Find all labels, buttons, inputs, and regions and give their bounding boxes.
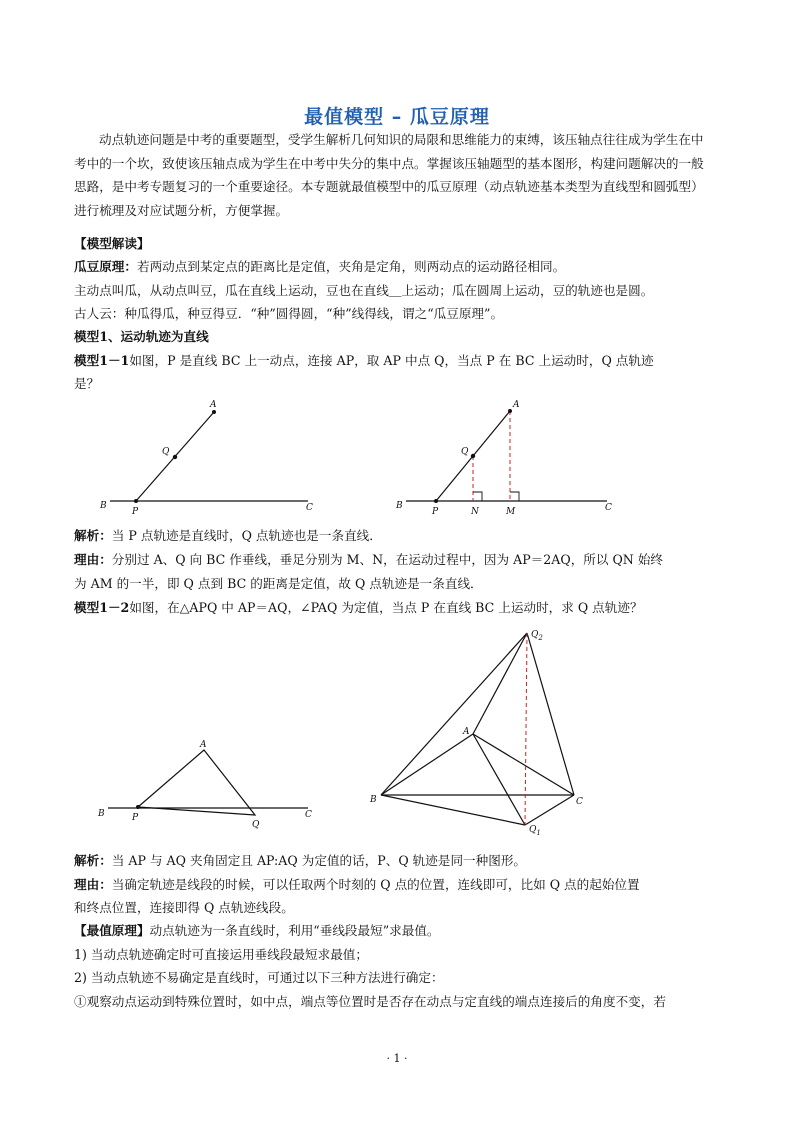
label-p: P	[432, 507, 439, 517]
best-principle-label: 【最值原理】	[74, 923, 150, 938]
label-c: C	[306, 503, 313, 513]
model-1-1-question-line2: 是？	[74, 376, 100, 391]
label-a: A	[513, 400, 520, 410]
label-q: Q	[461, 447, 469, 457]
model-1-1-reason-line2: 为 AM 的一半，即 Q 点到 BC 的距离是定值，故 Q 点轨迹是一条直线．	[74, 576, 483, 591]
reason-label: 理由：	[74, 877, 112, 892]
segment-q1c	[525, 795, 574, 825]
model-1-2-label: 模型1－2	[74, 600, 130, 615]
label-c: C	[305, 810, 312, 820]
label-m: M	[506, 507, 516, 517]
analysis-text: 当 AP 与 AQ 夹角固定且 AP:AQ 为定值的话，P、Q 轨迹是同一种图形。	[111, 853, 527, 868]
trajectory-q1q2	[525, 633, 527, 825]
list-item-3: ①观察动点运动到特殊位置时，如中点，端点等位置时是否存在动点与定直线的端点连接后的角度不变，若	[74, 994, 666, 1009]
point-p	[434, 499, 438, 503]
model-1-1-label: 模型1－1	[74, 353, 130, 368]
label-b: B	[100, 501, 107, 511]
reason-text: 分别过 A、Q 向 BC 作垂线，垂足分别为 M、N，在运动过程中，因为 AP＝2AQ，所以 QN 始终	[111, 552, 664, 567]
point-p	[134, 499, 138, 503]
intro-paragraph: 动点轨迹问题是中考的重要题型，受学生解析几何知识的局限和思维能力的束缚，该压轴点往往成为学生在中考中的一个坎，致使该压轴点成为学生在中考中失分的集中点。掌握该压轴题型的基本图形，构建问题解决的一般思路，是中考专题复习的一个重要途径。本专题就最值模型中的瓜豆原理（动点轨迹基本类型为直线型和圆弧型）进行梳理及对应试题分析，方便掌握。	[74, 132, 704, 218]
model-1-2-question-text: 如图，在△APQ 中 AP＝AQ，∠PAQ 为定值，当点 P 在直线 BC 上运动时，求 Q 点轨迹？	[129, 600, 643, 615]
best-principle-text: 动点轨迹为一条直线时，利用“垂线段最短”求最值。	[149, 923, 440, 938]
figure-1-1-right	[392, 394, 622, 518]
model-1-2-question	[74, 597, 724, 616]
model-1-1-question-line1	[74, 350, 724, 369]
label-q: Q	[162, 447, 170, 457]
point-q	[173, 455, 177, 459]
right-angle-m	[510, 492, 519, 501]
model1-heading: 模型1、运动轨迹为直线	[74, 329, 209, 344]
figure-1-2-left	[94, 736, 324, 836]
label-c: C	[605, 503, 612, 513]
analysis-text: 当 P 点轨迹是直线时，Q 点轨迹也是一条直线．	[111, 528, 382, 543]
principle-text: 若两动点到某定点的距离比是定值，夹角是定角，则两动点的运动路径相同。	[136, 259, 566, 274]
analysis-label: 解析：	[74, 853, 112, 868]
figure-1-1-left	[98, 398, 328, 518]
page-number: · 1 ·	[386, 1052, 408, 1065]
section-model-interpretation: 【模型解读】	[74, 236, 150, 251]
label-p: P	[132, 813, 139, 823]
triangle-apq	[138, 750, 255, 815]
label-a: A	[200, 740, 207, 750]
label-b: B	[396, 501, 403, 511]
label-q2: $Q_2$	[531, 630, 543, 642]
label-c: C	[576, 797, 583, 807]
label-a: A	[463, 727, 470, 737]
point-a	[212, 410, 216, 414]
label-q1: $Q_1$	[529, 825, 541, 837]
list-item-2: 2) 当动点轨迹不易确定是直线时，可通过以下三种方法进行确定：	[74, 970, 444, 985]
segment-bq1	[381, 795, 525, 825]
master-slave-line: 主动点叫瓜，从动点叫豆，瓜在直线上运动，豆也在直线＿上运动；瓜在圆周上运动，豆的轨迹也是圆。	[74, 283, 654, 298]
model-1-1-reason-line1	[74, 549, 724, 568]
model-1-2-reason-line2: 和终点位置，连接即得 Q 点轨迹线段。	[74, 900, 294, 915]
model-1-1-analysis	[74, 525, 724, 544]
point-q	[471, 454, 475, 458]
label-a: A	[210, 400, 217, 410]
best-principle-line	[74, 920, 724, 939]
label-p: P	[132, 507, 139, 517]
figure-1-2-right	[364, 622, 604, 840]
label-b: B	[98, 809, 105, 819]
analysis-label: 解析：	[74, 528, 112, 543]
model-1-2-reason-line1	[74, 874, 724, 893]
principle-label: 瓜豆原理：	[74, 259, 137, 274]
model-1-2-analysis	[74, 850, 724, 869]
segment-bq2	[381, 633, 527, 795]
page-title: 最值模型 – 瓜豆原理	[304, 106, 490, 128]
ancient-saying-line: 古人云：种瓜得瓜，种豆得豆．“种”圆得圆，“种”线得线，谓之“瓜豆原理”。	[74, 306, 504, 321]
point-p	[136, 805, 140, 809]
list-item-1: 1) 当动点轨迹确定时可直接运用垂线段最短求最值；	[74, 947, 368, 962]
reason-text: 当确定轨迹是线段的时候，可以任取两个时刻的 Q 点的位置，连线即可，比如 Q 点的起始位置	[111, 877, 640, 892]
segment-aq1	[473, 734, 525, 825]
principle-line	[74, 256, 724, 275]
label-b: B	[370, 795, 377, 805]
model-1-1-question-text: 如图，P 是直线 BC 上一动点，连接 AP，取 AP 中点 Q，当点 P 在 BC 上运动时，Q 点轨迹	[129, 353, 654, 368]
reason-label: 理由：	[74, 552, 112, 567]
label-n: N	[471, 507, 479, 517]
point-a	[508, 409, 512, 413]
label-q: Q	[252, 820, 260, 830]
right-angle-n	[473, 492, 482, 501]
